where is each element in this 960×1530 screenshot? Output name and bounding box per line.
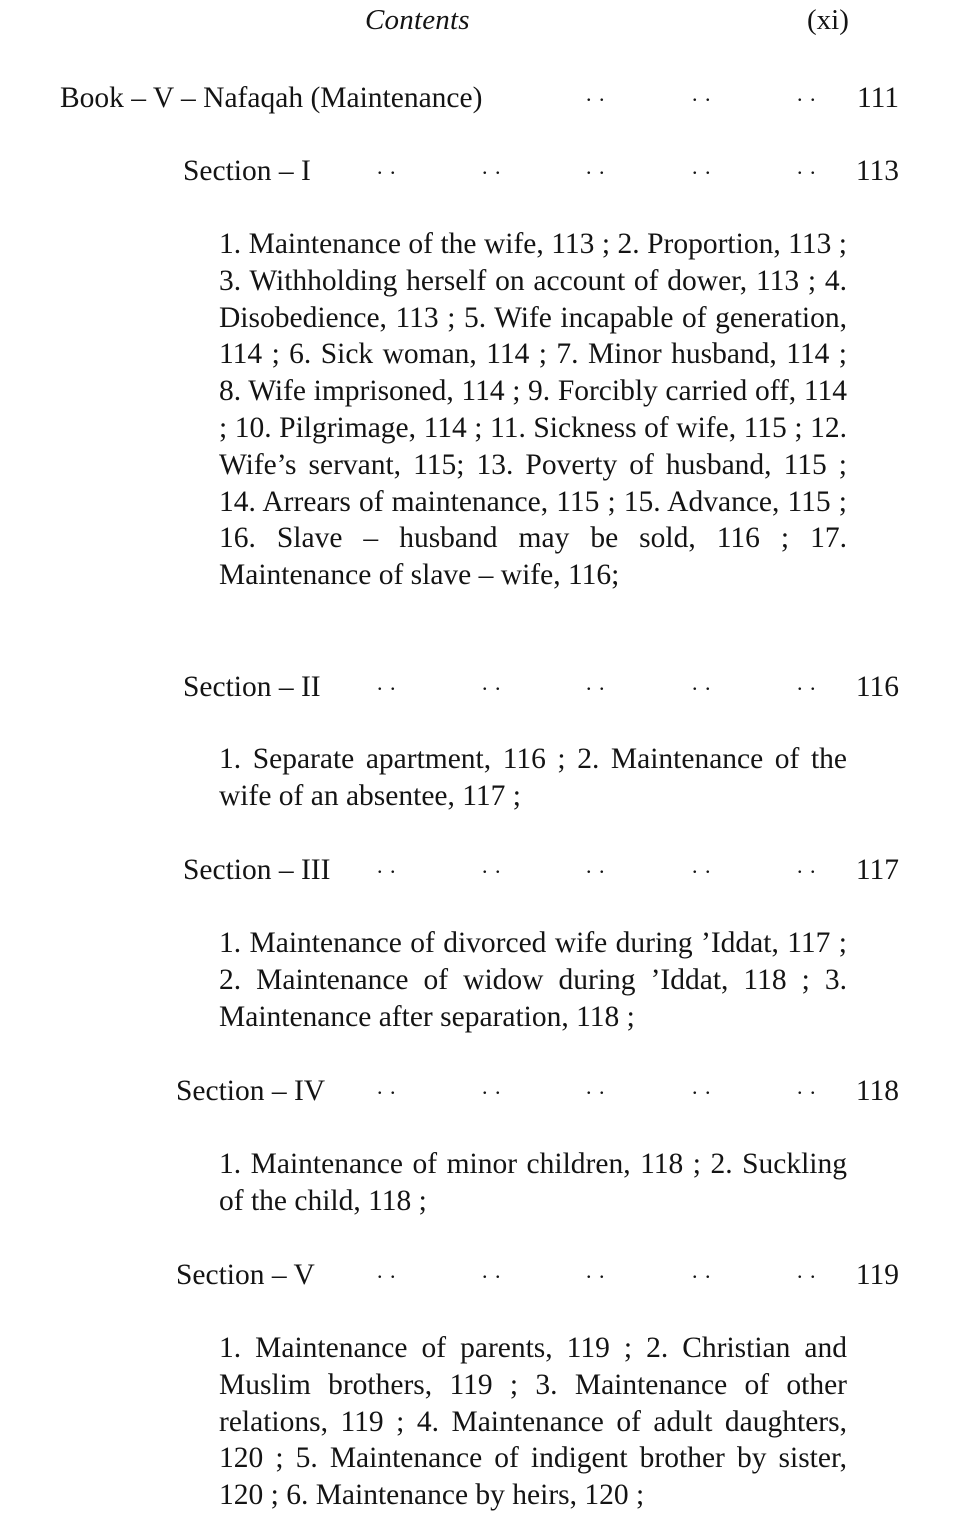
section-entries: 1. Separate apartment, 116 ; 2. Maintenance of the wife of an absentee, 117 ;	[219, 743, 847, 812]
leader-dots: . .	[692, 154, 712, 179]
page-number: (xi)	[807, 4, 849, 36]
section-title: Section – I	[183, 155, 311, 187]
leader-dots: . .	[797, 81, 817, 106]
leader-dots: . .	[377, 853, 397, 878]
leader-dots: . .	[482, 154, 502, 179]
section-title: Section – III	[183, 854, 331, 886]
leader-dots: . .	[377, 1074, 397, 1099]
leader-dots: . .	[482, 1074, 502, 1099]
running-title: Contents	[365, 4, 470, 36]
section-heading	[176, 1255, 899, 1295]
leader-dots: . .	[797, 154, 817, 179]
leader-dots: . .	[797, 670, 817, 695]
leader-dots: . .	[692, 81, 712, 106]
leader-dots: . .	[692, 853, 712, 878]
leader-dots: . .	[586, 154, 606, 179]
section-entries: 1. Maintenance of minor children, 118 ; 2. Suckling of the child, 118 ;	[219, 1148, 847, 1217]
leader-dots: . .	[482, 853, 502, 878]
section-heading	[183, 151, 899, 191]
section-title: Section – V	[176, 1259, 315, 1291]
section-title: Section – II	[183, 671, 321, 703]
section-heading	[183, 850, 899, 890]
leader-dots: . .	[692, 670, 712, 695]
section-page-number: 118	[855, 1075, 899, 1107]
leader-dots: . .	[586, 670, 606, 695]
book-title: Book – V – Nafaqah (Maintenance)	[60, 82, 483, 114]
leader-dots: . .	[797, 1074, 817, 1099]
leader-dots: . .	[692, 1074, 712, 1099]
section-page-number: 113	[855, 155, 899, 187]
section-heading	[176, 1071, 899, 1111]
leader-dots: . .	[377, 1258, 397, 1283]
section-heading	[183, 667, 899, 707]
leader-dots: . .	[482, 670, 502, 695]
section-title: Section – IV	[176, 1075, 326, 1107]
leader-dots: . .	[586, 1258, 606, 1283]
leader-dots: . .	[797, 853, 817, 878]
leader-dots: . .	[586, 853, 606, 878]
section-page-number: 117	[855, 854, 899, 886]
section-entries: 1. Maintenance of the wife, 113 ; 2. Proportion, 113 ; 3. Withholding herself on account of dower, 113 ; 4. Disobedience, 113 ; 5. Wife incapable of generation, 114 ; 6. Sick woman, 114 ; 7. Minor husband, 114 ; 8. Wife imprisoned, 114 ; 9. Forcibly carried off, 114 ; 10. Pilgrimage, 114 ; 11. Sickness of wife, 115 ; 12. Wife’s servant, 115; 13. Poverty of husband, 115 ; 14. Arrears of maintenance, 115 ; 15. Advance, 115 ; 16. Slave – husband may be sold, 116 ; 17. Maintenance of slave – wife, 116;	[219, 228, 847, 592]
book-heading	[60, 78, 899, 118]
leader-dots: . .	[797, 1258, 817, 1283]
section-entries: 1. Maintenance of parents, 119 ; 2. Christian and Muslim brothers, 119 ; 3. Maintenance of other relations, 119 ; 4. Maintenance of adult daughters, 120 ; 5. Maintenance of indigent brother by sister, 120 ; 6. Maintenance by heirs, 120 ;	[219, 1332, 847, 1512]
book-page-number: 111	[856, 82, 899, 114]
leader-dots: . .	[377, 154, 397, 179]
leader-dots: . .	[692, 1258, 712, 1283]
leader-dots: . .	[482, 1258, 502, 1283]
leader-dots: . .	[377, 670, 397, 695]
leader-dots: . .	[586, 81, 606, 106]
section-entries: 1. Maintenance of divorced wife during ’Iddat, 117 ; 2. Maintenance of widow during ’Iddat, 118 ; 3. Maintenance after separation, 118 ;	[219, 927, 847, 1033]
leader-dots: . .	[586, 1074, 606, 1099]
section-page-number: 116	[855, 671, 899, 703]
section-page-number: 119	[855, 1259, 899, 1291]
